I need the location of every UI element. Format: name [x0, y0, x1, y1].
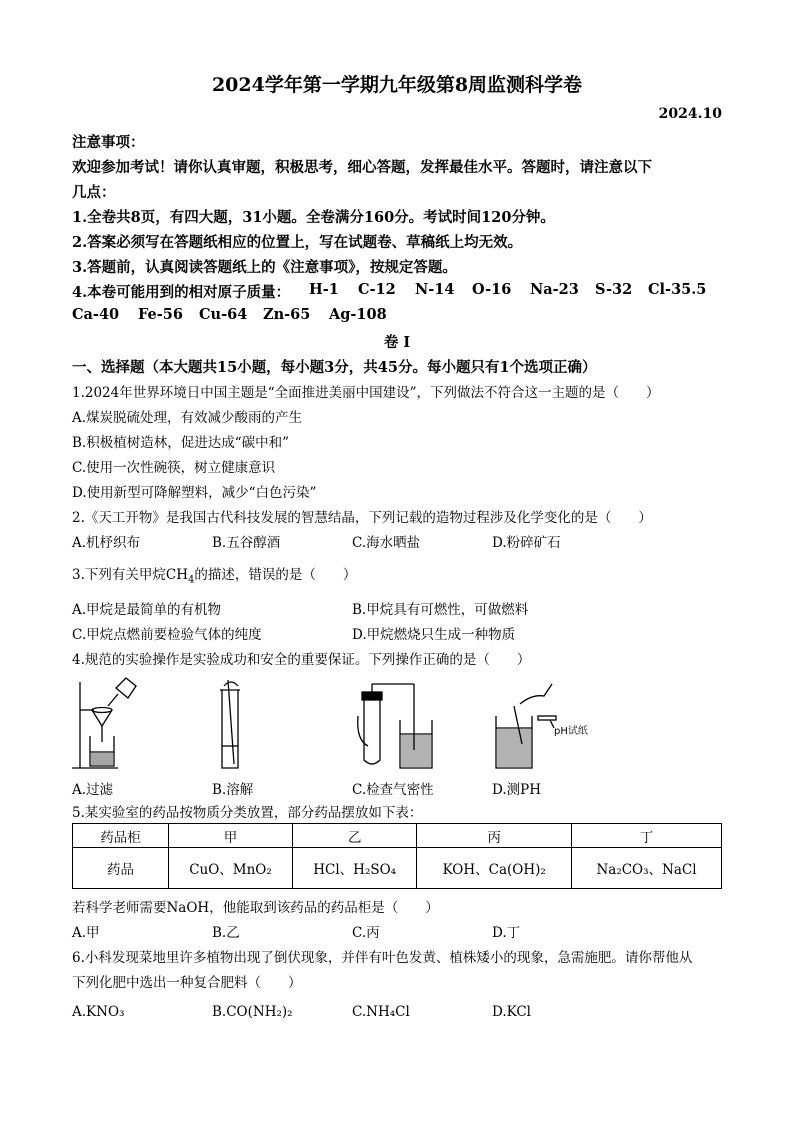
q3-option-d: D.甲烷燃烧只生成一种物质: [352, 627, 516, 643]
atomic-mass: Zn-65: [263, 306, 311, 323]
q3-option-c: C.甲烷点燃前要检验气体的纯度: [72, 627, 262, 643]
q2-option-a: A.机杼织布: [72, 535, 141, 551]
table-cell: HCl、H₂SO₄: [293, 848, 417, 889]
q5-option-d: D.丁: [492, 925, 521, 941]
atomic-mass: Ag-108: [329, 306, 387, 323]
q3-options-row2: [72, 623, 672, 643]
notice-item-1: 1.全卷共8页，有四大题，31小题。全卷满分160分。考试时间120分钟。: [72, 209, 555, 226]
atomic-mass: S-32: [595, 281, 633, 298]
q5-options: [72, 921, 672, 941]
notice-heading: 注意事项：: [72, 134, 145, 151]
q4-option-a: A.过滤: [72, 782, 114, 798]
notice-intro-line2: 几点：: [72, 184, 116, 201]
q4-option-c: C.检查气密性: [352, 782, 434, 798]
notice-intro-line1: 欢迎参加考试！请你认真审题，积极思考，细心答题，发挥最佳水平。答题时，请注意以下: [72, 159, 652, 176]
q5-option-b: B.乙: [212, 925, 240, 941]
q1-option-c: C.使用一次性碗筷，树立健康意识: [72, 460, 276, 476]
q6-option-a: A.KNO₃: [72, 1004, 125, 1020]
q6-stem-line2: 下列化肥中选出一种复合肥料（ ）: [72, 975, 302, 991]
q4-option-d: D.测PH: [492, 782, 541, 798]
atomic-mass: O-16: [472, 281, 512, 298]
q3-stem-sub: 4: [187, 574, 195, 586]
q5-option-c: C.丙: [352, 925, 380, 941]
q2-option-b: B.五谷醇酒: [212, 535, 281, 551]
atomic-mass: Ca-40: [72, 306, 120, 323]
atomic-mass: C-12: [358, 281, 396, 298]
atomic-mass: Cu-64: [199, 306, 248, 323]
table-row: [73, 848, 722, 889]
atomic-mass: Fe-56: [138, 306, 183, 323]
atomic-mass: Cl-35.5: [648, 281, 707, 298]
table-header-cell: 甲: [169, 824, 293, 848]
q5-stem: 5.某实验室的药品按物质分类放置，部分药品摆放如下表：: [72, 805, 423, 821]
q6-option-d: D.KCl: [492, 1004, 532, 1020]
airtightness-figure: [352, 676, 452, 771]
table-cell: KOH、Ca(OH)₂: [417, 848, 572, 889]
q1-option-a: A.煤炭脱硫处理，有效减少酸雨的产生: [72, 410, 303, 426]
q2-options: [72, 531, 672, 551]
atomic-mass: Na-23: [530, 281, 579, 298]
drug-cabinet-table: [72, 823, 722, 889]
table-header-cell: 丁: [572, 824, 722, 848]
atomic-mass: H-1: [309, 281, 339, 298]
table-header-row: [73, 824, 722, 848]
q5-option-a: A.甲: [72, 925, 100, 941]
table-cell: CuO、MnO₂: [169, 848, 293, 889]
q6-option-b: B.CO(NH₂)₂: [212, 1004, 293, 1020]
q2-option-c: C.海水晒盐: [352, 535, 421, 551]
ph-paper-label: pH试纸: [554, 726, 588, 737]
q6-stem-line1: 6.小科发现菜地里许多植物出现了倒伏现象，并伴有叶色发黄、植株矮小的现象，急需施肥。请你帮他从: [72, 950, 693, 966]
q4-figures: [72, 676, 672, 771]
q3-stem-pre: 3.下列有关甲烷CH: [72, 567, 188, 583]
q3-stem: [72, 563, 356, 586]
dissolving-figure: [212, 676, 312, 771]
q3-option-a: A.甲烷是最简单的有机物: [72, 602, 222, 618]
table-header-cell: 乙: [293, 824, 417, 848]
q6-option-c: C.NH₄Cl: [352, 1004, 410, 1020]
q1-option-b: B.积极植树造林，促进达成“碳中和”: [72, 435, 290, 451]
table-header-cell: 丙: [417, 824, 572, 848]
q2-option-d: D.粉碎矿石: [492, 535, 561, 551]
table-cell: 药品: [73, 848, 169, 889]
atomic-label: 4.本卷可能用到的相对原子质量：: [72, 284, 291, 301]
page-title: 2024学年第一学期九年级第8周监测科学卷: [211, 74, 583, 96]
q3-stem-post: 的描述，错误的是（ ）: [194, 567, 357, 583]
q3-options-row1: [72, 598, 672, 618]
atomic-mass: N-14: [415, 281, 455, 298]
q4-options: [72, 778, 672, 798]
q4-stem: 4.规范的实验操作是实验成功和安全的重要保证。下列操作正确的是（ ）: [72, 652, 531, 668]
q5-question: 若科学老师需要NaOH，他能取到该药品的药品柜是（ ）: [72, 900, 439, 916]
volume-label: 卷 I: [383, 334, 411, 351]
q1-option-d: D.使用新型可降解塑料，减少“白色污染”: [72, 485, 317, 501]
q4-option-b: B.溶解: [212, 782, 254, 798]
q2-stem: 2.《天工开物》是我国古代科技发展的智慧结晶，下列记载的造物过程涉及化学变化的是（ ）: [72, 510, 652, 526]
q3-option-b: B.甲烷具有可燃性，可做燃料: [352, 602, 529, 618]
exam-date: 2024.10: [658, 106, 722, 122]
notice-item-3: 3.答题前，认真阅读答题纸上的《注意事项》，按规定答题。: [72, 259, 457, 276]
section1-heading: 一、选择题（本大题共15小题，每小题3分，共45分。每小题只有1个选项正确）: [72, 359, 597, 376]
table-header-cell: 药品柜: [73, 824, 169, 848]
filtration-figure: [72, 676, 172, 771]
table-cell: Na₂CO₃、NaCl: [572, 848, 722, 889]
q1-stem: 1.2024年世界环境日中国主题是“全面推进美丽中国建设”，下列做法不符合这一主题的是（ ）: [72, 385, 660, 401]
q6-options: [72, 1004, 672, 1020]
notice-item-2: 2.答案必须写在答题纸相应的位置上，写在试题卷、草稿纸上均无效。: [72, 234, 523, 251]
ph-test-figure: [492, 676, 592, 771]
